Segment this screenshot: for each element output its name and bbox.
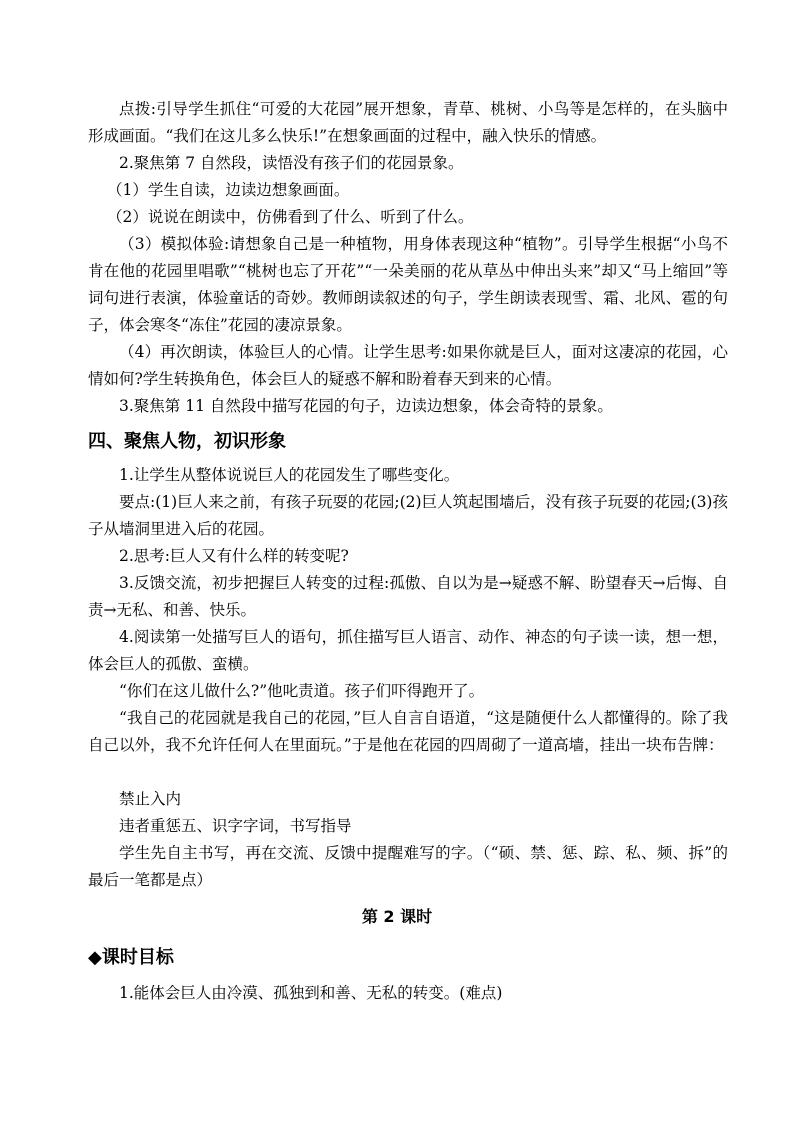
section-heading-4: 四、聚焦人物，初识形象 [88,431,286,452]
paragraph-sign: 禁止入内 [119,790,182,808]
paragraph-feedback: 3.反馈交流，初步把握巨人转变的过程:孤傲、自以为是→疑惑不解、盼望春天→后悔、自责→无私、和善、快乐。 [88,574,728,619]
paragraph-step-1: （1）学生自读，边读边想象画面。 [107,181,350,199]
paragraph-think: 2.思考:巨人又有什么样的转变呢? [119,547,349,565]
paragraph-penalty: 违者重惩五、识字字词，书写指导 [119,817,352,835]
paragraph-step-4: （4）再次朗读，体验巨人的心情。让学生思考:如果你就是巨人，面对这凄凉的花园，心情如何?学生转换角色，体会巨人的疑惑不解和盼着春天到来的心情。 [88,343,728,388]
paragraph-quote-2: “我自己的花园就是我自己的花园，”巨人自言自语道，“这是随便什么人都懂得的。除了我自己以外，我不允许任何人在里面玩。”于是他在花园的四周砌了一道高墙，挂出一块布告牌： [88,709,728,754]
paragraph-step-2: （2）说说在朗读中，仿佛看到了什么、听到了什么。 [107,208,474,226]
paragraph-key-points: 要点:(1)巨人来之前，有孩子玩耍的花园;(2)巨人筑起围墙后，没有孩子玩耍的花园;(3)孩子从墙洞里进入后的花园。 [88,493,728,538]
lesson-2-title: 第 2 课时 [361,907,433,926]
paragraph-hint: 点拨:引导学生抓住“可爱的大花园”展开想象，青草、桃树、小鸟等是怎样的，在头脑中形成画面。“我们在这儿多么快乐!”在想象画面的过程中，融入快乐的情感。 [88,100,728,145]
lesson-goals-heading: ◆课时目标 [88,947,174,968]
paragraph-quote-1: “你们在这儿做什么?”他叱责道。孩子们吓得跑开了。 [119,682,485,700]
paragraph-focus-7: 2.聚焦第 7 自然段，读悟没有孩子们的花园景象。 [119,154,464,172]
goal-item-1: 1.能体会巨人由冷漠、孤独到和善、无私的转变。(难点) [119,984,503,1002]
paragraph-writing: 学生先自主书写，再在交流、反馈中提醒难写的字。（“硕、禁、惩、踪、私、频、拆”的最后一笔都是点） [88,844,728,889]
paragraph-focus-11: 3.聚焦第 11 自然段中描写花园的句子，边读边想象，体会奇特的景象。 [119,397,613,415]
paragraph-change: 1.让学生从整体说说巨人的花园发生了哪些变化。 [119,466,460,484]
paragraph-step-3: （3）模拟体验:请想象自己是一种植物，用身体表现这种“植物”。引导学生根据“小鸟不肯在他的花园里唱歌”“桃树也忘了开花”“一朵美丽的花从草丛中伸出头来”却又“马上缩回”等词句进行表演，体验童话的奇妙。教师朗读叙述的句子，学生朗读表现雪、霜、北风、雹的句子，体会寒冬“冻住”花园的凄凉景象。 [88,235,728,334]
paragraph-read-first: 4.阅读第一处描写巨人的语句，抓住描写巨人语言、动作、神态的句子读一读，想一想，体会巨人的孤傲、蛮横。 [88,628,728,673]
